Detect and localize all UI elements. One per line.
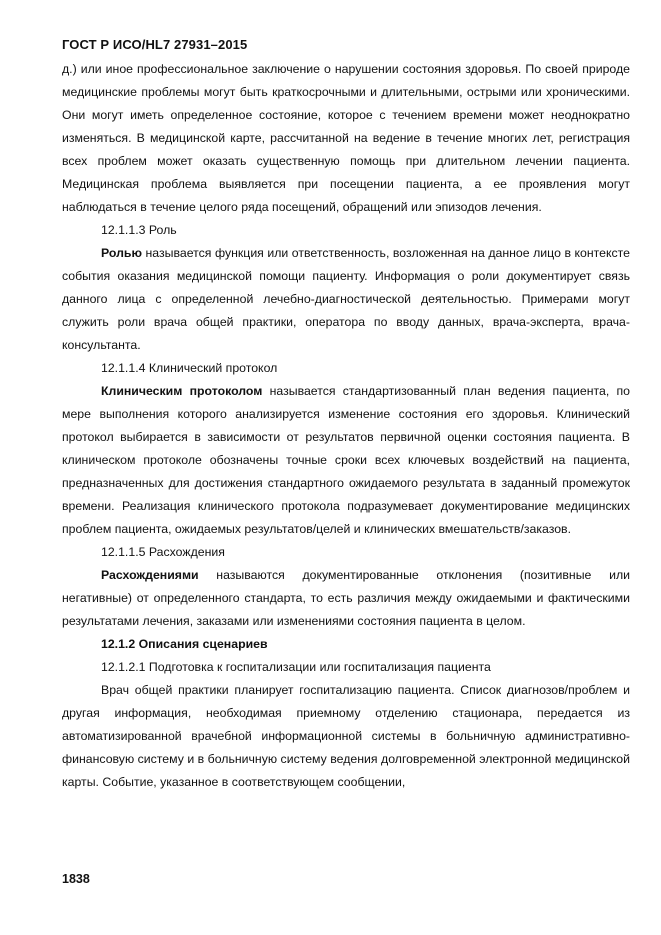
paragraph-role bbox=[62, 242, 630, 357]
page-number: 1838 bbox=[62, 872, 90, 886]
section-heading-role: 12.1.1.3 Роль bbox=[101, 223, 177, 237]
term-role: Ролью bbox=[101, 246, 142, 260]
paragraph-problem-continuation: д.) или иное профессиональное заключение о нарушении состояния здоровья. По своей природе медицинские проблемы могут быть краткосрочными и длительными, острыми или хроническими. Они могут иметь определенное состояние, которое с течением времени может неоднократно изменяться. В медицинской карте, рассчитанной на ведение в течение многих лет, регистрация всех проблем может оказать существенную помощь при длительном лечении пациента. Медицинская проблема выявляется при посещении пациента, а ее проявления могут наблюдаться в течение целого ряда посещений, обращений или эпизодов лечения. bbox=[62, 62, 630, 214]
section-heading-clinical-protocol: 12.1.1.4 Клинический протокол bbox=[101, 361, 278, 375]
document-page bbox=[62, 36, 630, 794]
document-header: ГОСТ Р ИСО/HL7 27931–2015 bbox=[62, 37, 248, 52]
paragraph-admission: Врач общей практики планирует госпитализацию пациента. Список диагнозов/проблем и другая информация, необходимая приемному отделению стационара, передается из автоматизированной врачебной информационной системы в больничную административно-финансовую систему и в больничную систему ведения долговременной электронной медицинской карты. Событие, указанное в соответствующем сообщении, bbox=[62, 683, 630, 789]
term-variances: Расхождениями bbox=[101, 568, 199, 582]
paragraph-role-text: называется функция или ответственность, возложенная на данное лицо в контексте события оказания медицинской помощи пациенту. Информация о роли документирует связь данного лица с определенной лечебно-диагностической деятельностью. Примерами могут служить роли врача общей практики, оператора по вводу данных, врача-эксперта, врача-консультанта. bbox=[62, 246, 630, 352]
section-heading-variances: 12.1.1.5 Расхождения bbox=[101, 545, 225, 559]
section-heading-admission: 12.1.2.1 Подготовка к госпитализации или госпитализация пациента bbox=[101, 660, 491, 674]
section-heading-scenarios: 12.1.2 Описания сценариев bbox=[101, 637, 268, 651]
paragraph-clinical-protocol bbox=[62, 380, 630, 541]
paragraph-clinical-protocol-text: называется стандартизованный план ведения пациента, по мере выполнения которого анализируется изменение состояния его здоровья. Клинический протокол выбирается в зависимости от результатов первичной оценки состояния пациента. В клиническом протоколе обозначены точные сроки всех ключевых воздействий на пациента, предназначенных для достижения стандартного ожидаемого результата в заданный промежуток времени. Реализация клинического протокола подразумевает документирование медицинских проблем пациента, ожидаемых результатов/целей и клинических вмешательств/заказов. bbox=[62, 384, 630, 536]
term-clinical-protocol: Клиническим протоколом bbox=[101, 384, 263, 398]
paragraph-variances bbox=[62, 564, 630, 633]
paragraph-variances-text: называются документированные отклонения (позитивные или негативные) от определенного стандарта, то есть различия между ожидаемыми и фактическими результатами лечения, заказами или изменениями состояния пациента в целом. bbox=[62, 568, 630, 628]
